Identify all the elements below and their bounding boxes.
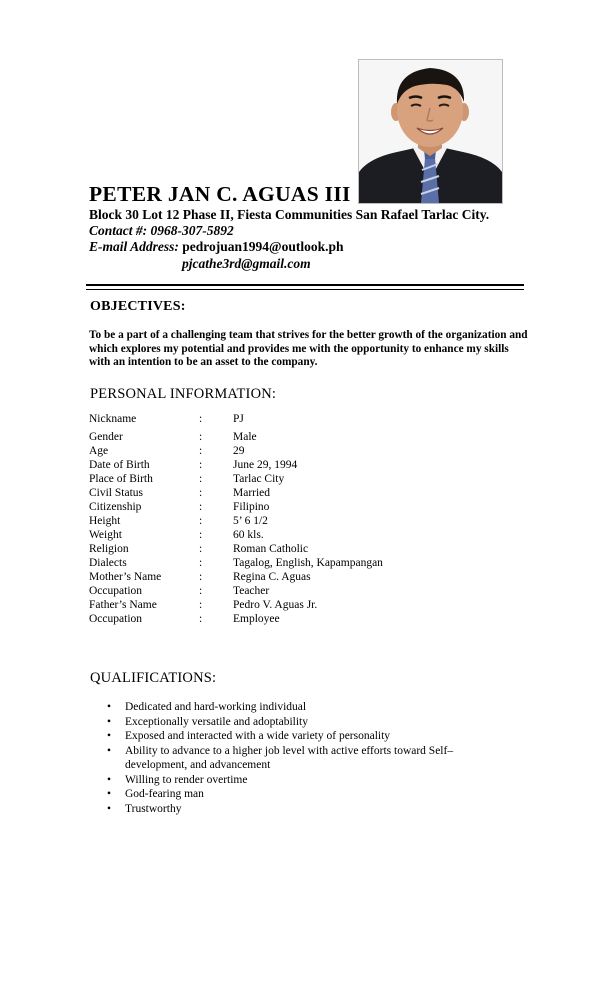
info-colon: : — [199, 459, 203, 471]
info-value: Tarlac City — [233, 473, 285, 485]
email-secondary: pjcathe3rd@gmail.com — [182, 256, 311, 271]
bullet-icon: • — [107, 715, 112, 728]
email-primary: pedrojuan1994@outlook.ph — [182, 239, 344, 254]
bullet-icon: • — [107, 802, 112, 815]
info-label: Civil Status — [89, 487, 143, 499]
info-value: June 29, 1994 — [233, 459, 298, 471]
objectives-text: To be a part of a challenging team that strives for the better growth of the organization and which explores my potential and provides me with the opportunity to enhance my skills with an intention to be an asset to the company. — [89, 329, 528, 369]
info-colon: : — [199, 599, 203, 611]
qualification-item — [107, 729, 465, 744]
info-colon: : — [199, 543, 203, 555]
info-label: Nickname — [89, 413, 137, 425]
info-value: Tagalog, English, Kapampangan — [233, 557, 383, 569]
info-value: Teacher — [233, 585, 270, 597]
portrait-image — [359, 60, 502, 203]
info-colon: : — [199, 501, 203, 513]
qualification-text: Trustworthy — [125, 802, 182, 815]
qualification-item — [107, 802, 465, 817]
info-colon: : — [199, 515, 203, 527]
qualification-item — [107, 773, 465, 788]
info-label: Gender — [89, 431, 123, 443]
bullet-icon: • — [107, 788, 112, 800]
info-colon: : — [199, 445, 203, 457]
qualification-item — [107, 700, 465, 715]
info-value: Roman Catholic — [233, 543, 309, 555]
email-line — [89, 239, 344, 255]
info-colon: : — [199, 473, 203, 485]
info-label: Place of Birth — [89, 473, 153, 485]
bullet-icon: • — [107, 730, 112, 742]
info-colon: : — [199, 613, 203, 625]
info-label: Height — [89, 515, 121, 527]
info-colon: : — [199, 487, 203, 499]
qualifications-heading: QUALIFICATIONS: — [90, 670, 217, 686]
info-value: Employee — [233, 613, 280, 625]
info-value: PJ — [233, 413, 244, 425]
bullet-icon: • — [107, 744, 112, 757]
info-value: 5’ 6 1/2 — [233, 515, 268, 527]
header-divider-thin — [86, 289, 524, 290]
info-label: Date of Birth — [89, 459, 150, 471]
info-label: Occupation — [89, 613, 143, 625]
info-colon: : — [199, 585, 203, 597]
info-value: Regina C. Aguas — [233, 571, 311, 583]
qualification-text: God-fearing man — [125, 788, 204, 800]
info-label: Age — [89, 445, 109, 457]
qualification-item — [107, 744, 465, 773]
info-label: Dialects — [89, 557, 127, 569]
info-label: Citizenship — [89, 501, 142, 513]
qualification-text: Dedicated and hard-working individual — [125, 701, 307, 713]
info-colon: : — [199, 529, 203, 541]
email-label: E-mail Address: — [89, 239, 179, 254]
header-divider-thick — [86, 284, 524, 286]
bullet-icon: • — [107, 773, 112, 786]
full-name: PETER JAN C. AGUAS III — [89, 182, 351, 206]
info-colon: : — [199, 431, 203, 443]
info-colon: : — [199, 557, 203, 569]
info-value: 29 — [233, 445, 245, 457]
info-label: Mother’s Name — [89, 571, 162, 583]
info-value: Male — [233, 431, 257, 443]
info-colon: : — [199, 413, 203, 425]
info-label: Weight — [89, 529, 122, 541]
bullet-icon: • — [107, 701, 112, 713]
home-address: Block 30 Lot 12 Phase II, Fiesta Communities San Rafael Tarlac City. — [89, 207, 490, 222]
objectives-heading: OBJECTIVES: — [90, 299, 186, 314]
info-label: Religion — [89, 543, 129, 555]
info-value: Filipino — [233, 501, 270, 513]
info-value: Pedro V. Aguas Jr. — [233, 599, 318, 611]
qualification-item — [107, 715, 465, 730]
qualification-item — [107, 787, 465, 802]
personal-info-heading: PERSONAL INFORMATION: — [90, 386, 277, 402]
qualification-text: Exceptionally versatile and adoptability — [125, 715, 308, 728]
qualification-text: Willing to render overtime — [125, 773, 248, 786]
info-value: Married — [233, 487, 271, 499]
qualification-text: Exposed and interacted with a wide variety of personality — [125, 730, 391, 742]
info-label: Father’s Name — [89, 599, 157, 611]
qualification-text: Ability to advance to a higher job level with active efforts toward Self–development, and advancement — [125, 744, 454, 771]
contact-number: Contact #: 0968-307-5892 — [89, 223, 234, 238]
info-value: 60 kls. — [233, 529, 264, 541]
profile-photo — [358, 59, 503, 204]
info-label: Occupation — [89, 585, 143, 597]
info-colon: : — [199, 571, 203, 583]
qualifications-list — [107, 700, 465, 816]
